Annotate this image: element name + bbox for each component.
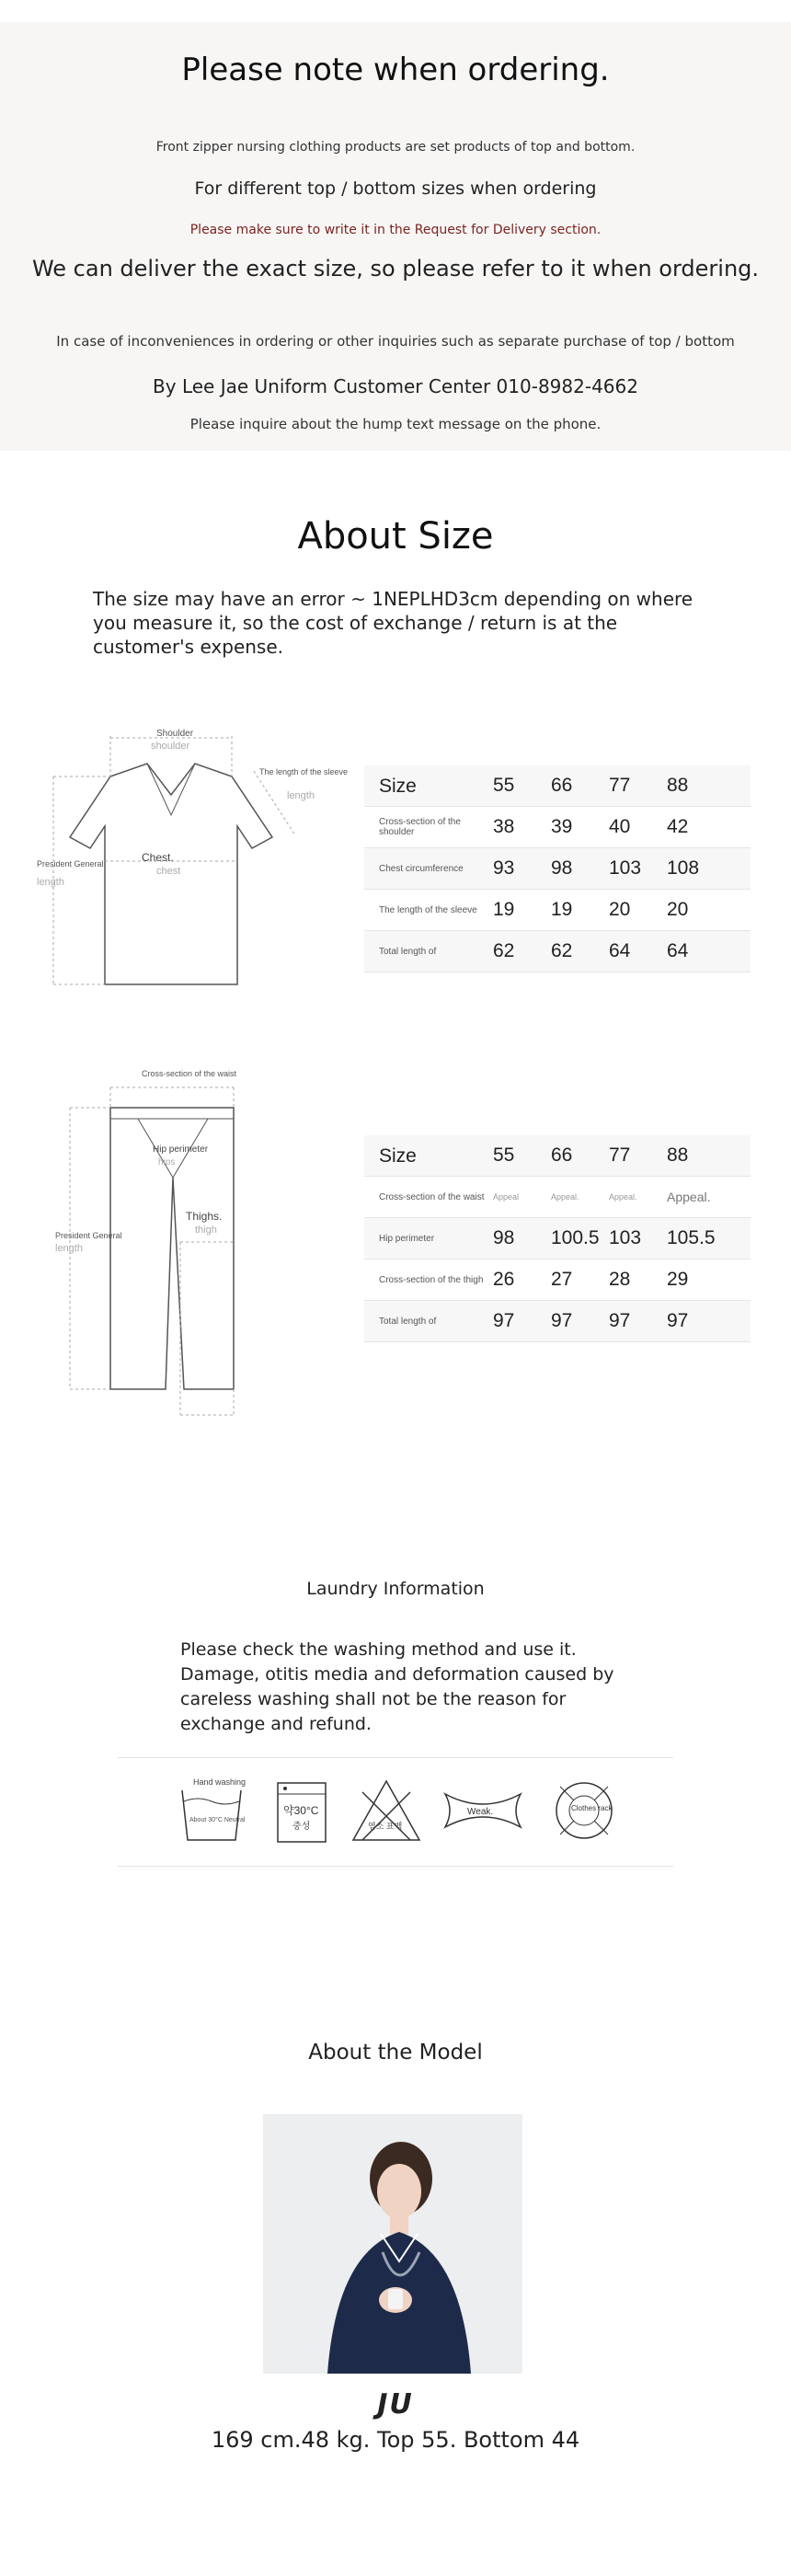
table-cell: 40 [609,816,631,837]
hand-wash-temp: About 30°C Neutral [189,1817,246,1823]
table-row [364,807,751,848]
table-cell: 62 [551,940,573,961]
shoulder-label: Shoulder [156,729,194,739]
bleach-label: 염소 표백 [368,1822,403,1831]
table-cell: 97 [493,1310,515,1331]
table-cell: 98 [493,1227,515,1248]
table-cell: 27 [551,1269,573,1290]
hand-wash-icon [175,1774,248,1847]
table-cell: 28 [609,1269,631,1290]
thigh-sublabel: thigh [195,1225,217,1236]
top-size-table [364,765,751,972]
laundry-note: Please check the washing method and use it. Damage, otitis media and deformation caused by careless washing shall not be the reason for exchange and refund. [180,1639,614,1734]
table-cell: 105.5 [667,1227,716,1248]
table-cell: Appeal. [609,1192,637,1202]
length-label: President General [37,859,104,868]
table-cell: 29 [667,1269,689,1290]
table-cell: 19 [493,899,515,920]
table-row [364,1259,751,1301]
table-cell: 97 [609,1310,631,1331]
notice-line: Please inquire about the hump text message on the phone. [189,416,602,432]
table-cell: 26 [493,1269,515,1290]
table-cell: 103 [609,857,642,879]
table-cell: 100.5 [551,1227,600,1248]
table-row [364,931,751,972]
row-label: Total length of [379,1316,437,1327]
length-sublabel: length [55,1243,83,1254]
machine-wash-temp: 약30°C [283,1804,319,1817]
table-cell: 108 [667,857,700,879]
table-cell: 64 [609,940,631,961]
table-cell: 97 [667,1310,689,1331]
customer-center: By Lee Jae Uniform Customer Center 010-8982-4662 [153,375,638,397]
table-cell: 64 [667,940,689,961]
iron-label: Weak. [467,1807,494,1817]
hip-sublabel: hips [158,1157,176,1167]
notice-line: In case of inconveniences in ordering or other inquiries such as separate purchase of top / bottom [56,333,735,350]
row-label: Cross-section of the waist [379,1191,485,1202]
sleeve-sublabel: length [287,790,315,801]
waist-label: Cross-section of the waist [142,1069,237,1078]
table-row [364,1218,751,1259]
notice-title: Please note when ordering. [181,52,610,88]
table-header-cell: Size [379,775,417,797]
row-label: Hip perimeter [379,1233,435,1244]
thigh-label: Thighs. [186,1210,223,1223]
length-sublabel: length [37,877,64,888]
divider [118,1866,673,1867]
table-cell: 103 [609,1227,642,1248]
divider [118,1757,673,1758]
iron-icon [441,1774,524,1847]
bottom-size-table [364,1135,751,1342]
table-cell: Appeal [493,1192,520,1202]
length-label: President General [55,1231,122,1240]
laundry-icons [175,1774,625,1847]
hip-label: Hip perimeter [153,1144,209,1155]
about-model-title: About the Model [308,2041,483,2064]
table-header-cell: Size [379,1144,417,1167]
notice-warning: Please make sure to write it in the Request for Delivery section. [189,223,602,237]
sleeve-label: The length of the sleeve [259,767,349,776]
table-cell: 20 [667,899,689,920]
hand-wash-label: Hand washing [193,1777,246,1787]
chest-label: Chest. [142,851,174,864]
table-row [364,848,751,890]
table-cell: 93 [493,857,515,879]
size-error-note: The size may have an error ~ 1NEPLHD3cm depending on where you measure it, so the cost of exchange / return is at the customer's expense. [93,588,694,658]
row-label: The length of the sleeve [379,904,477,915]
table-header-cell: 66 [551,775,573,796]
model-photo [263,2114,522,2374]
row-label: Cross-section of the thigh [379,1274,484,1285]
notice-line: Front zipper nursing clothing products are set products of top and bottom. [155,140,636,155]
shoulder-sublabel: shoulder [151,741,190,752]
no-bleach-icon [350,1774,423,1847]
table-cell: 38 [493,816,515,837]
table-cell: Appeal. [667,1190,711,1204]
table-cell: 39 [551,816,573,837]
table-header-cell: 88 [667,1144,689,1166]
table-row [364,1301,751,1342]
row-label: Chest circumference [379,863,464,874]
machine-wash-sub: 중성 [292,1822,311,1832]
row-label: Total length of [379,946,437,957]
about-size-title: About Size [297,515,494,558]
table-header-cell: 55 [493,1144,515,1166]
model-name: JU [377,2388,414,2421]
table-header-cell: 77 [609,1144,631,1166]
bottom-garment-diagram [46,1067,267,1417]
table-header-cell: 77 [609,775,631,796]
dry-label: Clothes rack [571,1804,613,1812]
notice-line: We can deliver the exact size, so please refer to it when ordering. [31,256,760,282]
table-header-cell: 88 [667,775,689,796]
table-cell: Appeal. [551,1192,579,1202]
table-cell: 62 [493,940,515,961]
machine-wash-icon [267,1774,340,1847]
top-garment-diagram [33,727,349,994]
table-row [364,1177,751,1218]
table-header-cell: 55 [493,775,515,796]
table-cell: 20 [609,899,631,920]
table-cell: 19 [551,899,573,920]
table-cell: 42 [667,816,689,837]
chest-sublabel: chest [156,866,181,877]
table-header-cell: 66 [551,1144,573,1166]
table-header-row [364,765,751,807]
table-cell: 97 [551,1310,573,1331]
table-header-row [364,1135,751,1177]
model-stats: 169 cm.48 kg. Top 55. Bottom 44 [211,2427,580,2453]
table-row [364,890,751,931]
laundry-title: Laundry Information [306,1579,485,1599]
row-label: Cross-section of the shoulder [379,817,461,837]
table-cell: 98 [551,857,573,879]
notice-line: For different top / bottom sizes when ordering [194,178,597,199]
ordering-notice [0,22,791,451]
dry-icon [547,1774,621,1847]
